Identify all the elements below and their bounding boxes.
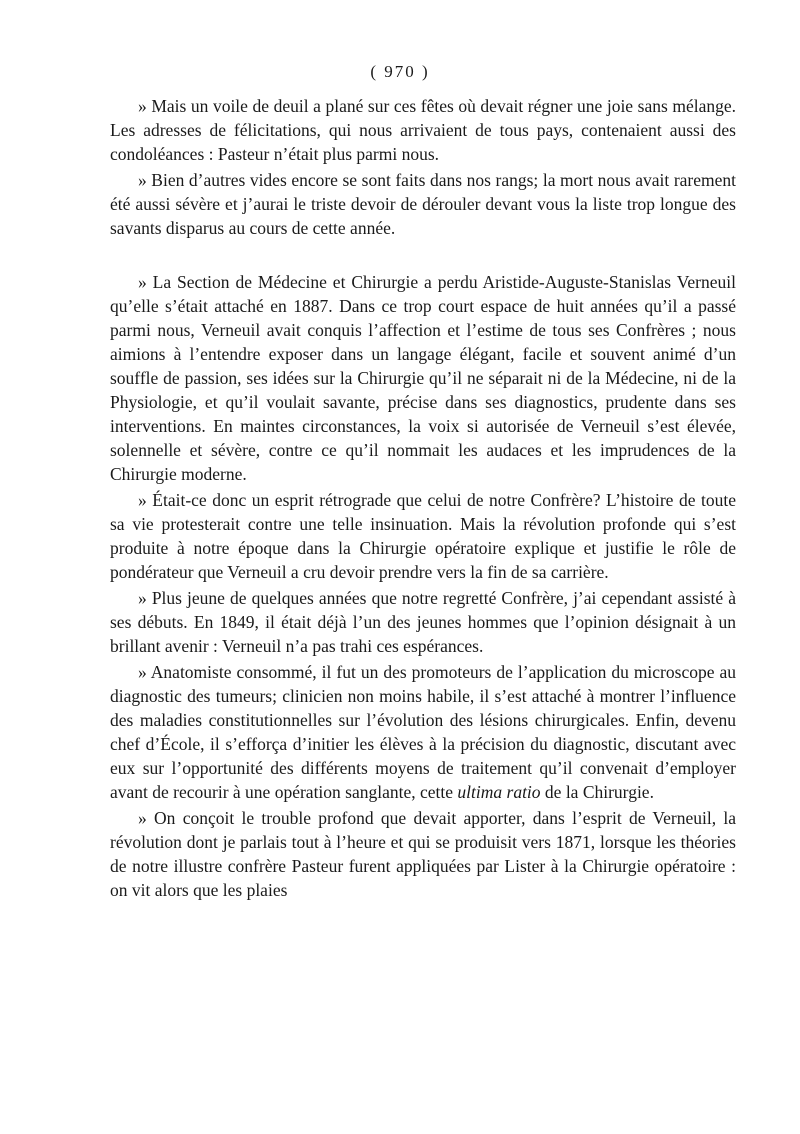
paragraph: [110, 660, 736, 804]
paragraph: » Mais un voile de deuil a plané sur ces fêtes où devait régner une joie sans mélange. Les adresses de félicitations, qui nous arrivaient de tous pays, contenaient aussi des condoléances : Pasteur n’était plus parmi nous.: [110, 96, 736, 164]
paragraph: » Était-ce donc un esprit rétrograde que celui de notre Confrère? L’histoire de toute sa vie protesterait contre une telle insinuation. Mais la révolution profonde qui s’est produite à notre époque dans la Chirurgie opératoire explique et justifie le rôle de pondérateur que Verneuil a cru devoir prendre vers la fin de sa carrière.: [110, 490, 736, 582]
paragraph: » Plus jeune de quelques années que notre regretté Confrère, j’ai cependant assisté à ses débuts. En 1849, il était déjà l’un des jeunes hommes que l’opinion désignait à un brillant avenir : Verneuil n’a pas trahi ces espérances.: [110, 588, 736, 656]
paragraph-text: » Anatomiste consommé, il fut un des promoteurs de l’application du microscope au diagnostic des tumeurs; clinicien non moins habile, il s’est attaché à montrer l’influence des maladies constitutionnelles sur l’évolution des lésions chirurgicales. Enfin, devenu chef d’École, il s’efforça d’initier les élèves à la précision du diagnostic, discutant avec eux sur l’opportunité des différents moyens de traitement qu’il convenait d’employer avant de recourir à une opération sanglante, cette: [110, 662, 736, 802]
text-block-main: [110, 270, 736, 904]
text-block-top: [110, 94, 736, 242]
paragraph: » Bien d’autres vides encore se sont faits dans nos rangs; la mort nous avait rarement été aussi sévère et j’aurai le triste devoir de dérouler devant vous la liste trop longue des savants disparus au cours de cette année.: [110, 170, 736, 238]
paragraph: » La Section de Médecine et Chirurgie a perdu Aristide-Auguste-Stanislas Verneuil qu’elle s’était attaché en 1887. Dans ce trop court espace de huit années qu’il a passé parmi nous, Verneuil avait conquis l’affection et l’estime de tous ses Confrères ; nous aimions à l’entendre exposer dans un langage élégant, facile et souvent animé d’un souffle de passion, ses idées sur la Chirurgie qu’il ne séparait ni de la Médecine, ni de la Physiologie, et qu’il voulait savante, précise dans ses diagnostics, prudente dans ses interventions. En maintes circonstances, la voix si autorisée de Verneuil s’est élevée, solennelle et sévère, contre ce qu’il nommait les audaces et les imprudences de la Chirurgie moderne.: [110, 272, 736, 484]
paragraph-text: de la Chirurgie.: [540, 782, 654, 802]
paragraph: » On conçoit le trouble profond que devait apporter, dans l’esprit de Verneuil, la révolution dont je parlais tout à l’heure et qui se produisit vers 1871, lorsque les théories de notre illustre confrère Pasteur furent appliquées par Lister à la Chirurgie opératoire : on vit alors que les plaies: [110, 808, 736, 900]
italic-phrase: ultima ratio: [457, 782, 541, 802]
page-number: ( 970 ): [370, 62, 430, 81]
